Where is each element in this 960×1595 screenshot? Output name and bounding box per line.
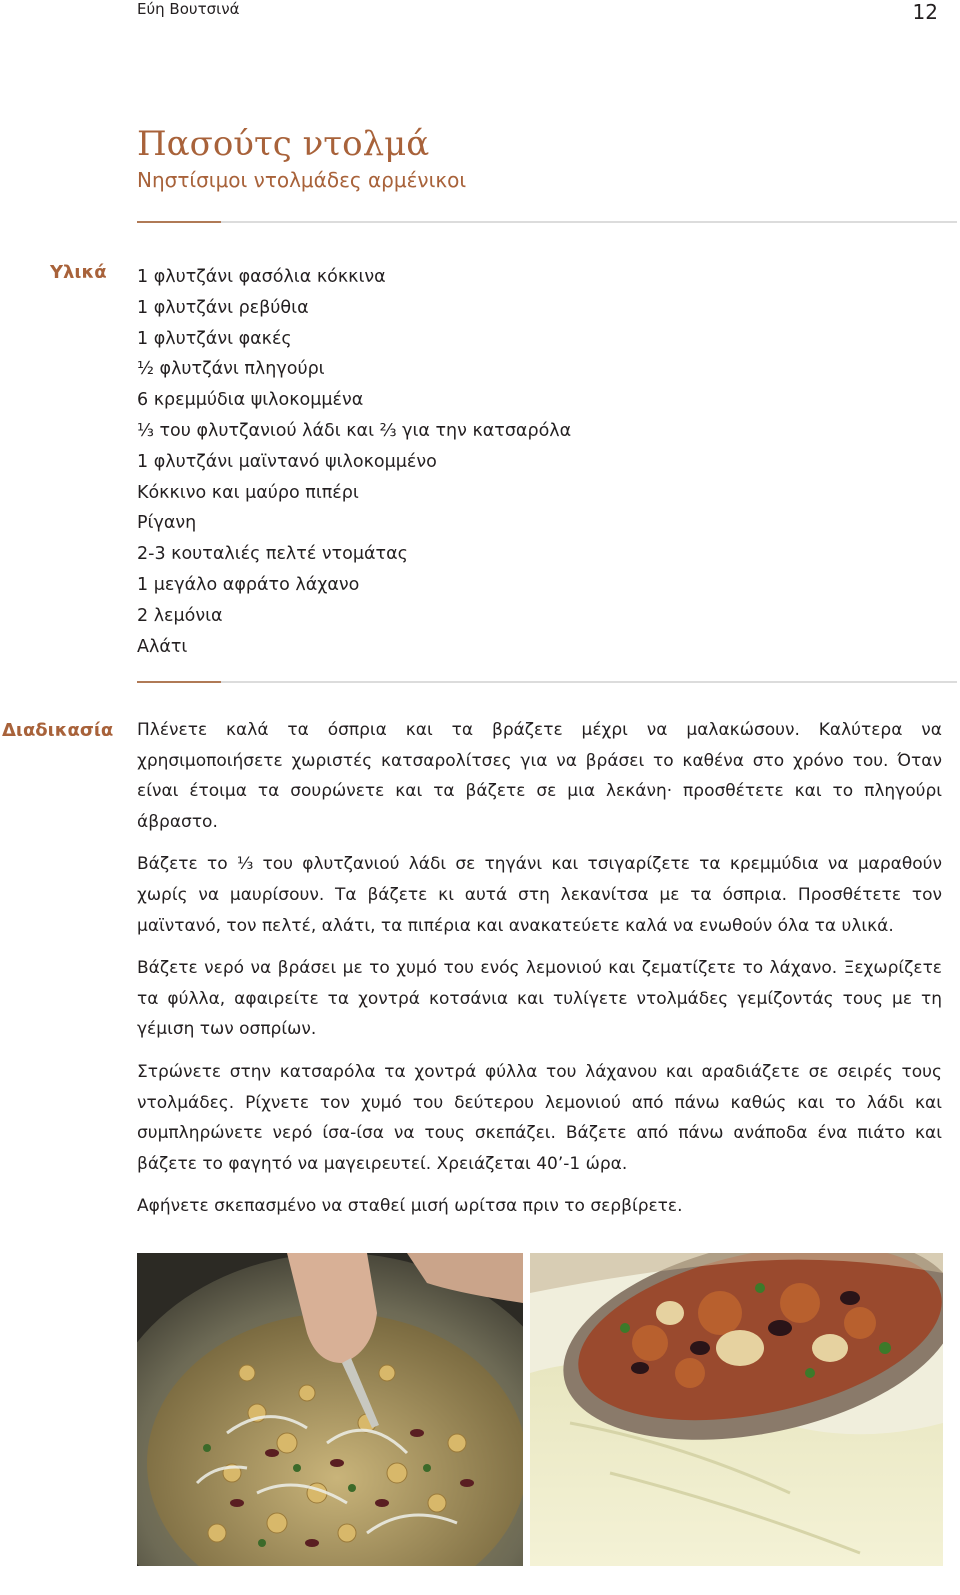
method-paragraph: Βάζετε το ⅓ του φλυτζανιού λάδι σε τηγάνι και τσιγαρίζετε τα κρεμμύδια να μαραθούν χωρίς να μαυρίσουν. Τα βάζετε κι αυτά στη λεκανίτσα με τα όσπρια. Προσθέτετε τον μαϊντανό, τον πελτέ, αλάτι, τα πιπέρια και ανακατεύετε καλά να ενωθούν όλα τα υλικά.: [137, 854, 942, 936]
method-label: Διαδικασία: [2, 720, 114, 741]
method-paragraph: Αφήνετε σκεπασμένο να σταθεί μισή ωρίτσα πριν το σερβίρετε.: [137, 1196, 683, 1217]
ingredient-item: 1 φλυτζάνι φακές: [137, 328, 292, 349]
divider-top: [137, 221, 957, 223]
ingredient-item: ⅓ του φλυτζανιού λάδι και ⅔ για την κατσαρόλα: [137, 420, 572, 441]
page-number: 12: [912, 0, 938, 24]
header-author: Εύη Βουτσινά: [137, 0, 240, 18]
ingredient-item: 2 λεμόνια: [137, 605, 223, 626]
photo-mixing-filling: [137, 1253, 523, 1566]
ingredient-item: 2-3 κουταλιές πελτέ ντομάτας: [137, 544, 408, 565]
ingredient-item: Αλάτι: [137, 636, 188, 657]
ingredient-item: 1 φλυτζάνι φασόλια κόκκινα: [137, 267, 386, 287]
ingredient-item: ½ φλυτζάνι πληγούρι: [137, 359, 325, 380]
divider-middle: [137, 681, 957, 683]
method-paragraph: Στρώνετε στην κατσαρόλα τα χοντρά φύλλα του λάχανου και αραδιάζετε σε σειρές τους ντολμάδες. Ρίχνετε τον χυμό του δεύτερου λεμονιού από πάνω καθώς και το λάδι και συμπληρώνετε νερό ίσα-ίσα να τους σκεπάζει. Βάζετε από πάνω ανάποδα ένα πιάτο και βάζετε το φαγητό να μαγειρευτεί. Χρειάζεται 40’-1 ώρα.: [137, 1061, 942, 1174]
ingredient-item: 6 κρεμμύδια ψιλοκομμένα: [137, 390, 364, 411]
recipe-title: Πασούτς ντολμά: [137, 124, 430, 164]
ingredients-list: [137, 262, 571, 662]
recipe-subtitle: Νηστίσιμοι ντολμάδες αρμένικοι: [137, 168, 467, 192]
method-paragraph: Βάζετε νερό να βράσει με το χυμό του ενός λεμονιού και ζεματίζετε το λάχανο. Ξεχωρίζετε τα φύλλα, αφαιρείτε τα χοντρά κοτσάνια και τυλίγετε ντολμάδες γεμίζοντάς τους με τη γέμιση των οσπρίων.: [137, 958, 942, 1040]
ingredient-item: Κόκκινο και μαύρο πιπέρι: [137, 482, 359, 503]
ingredient-item: 1 φλυτζάνι μαϊντανό ψιλοκομμένο: [137, 451, 437, 472]
ingredient-item: Ρίγανη: [137, 513, 197, 534]
photo-filling-on-cabbage: [530, 1253, 943, 1566]
ingredient-item: 1 φλυτζάνι ρεβύθια: [137, 297, 309, 318]
ingredients-label: Υλικά: [50, 262, 107, 283]
method-paragraph: Πλένετε καλά τα όσπρια και τα βράζετε μέχρι να μαλακώσουν. Καλύτερα να χρησιμοποιήσετε χωριστές κατσαρολίτσες για να βράσει το καθένα στο χρόνο του. Όταν είναι έτοιμα τα σουρώνετε και τα βάζετε σε μια λεκάνη· προσθέτετε και το πληγούρι άβραστο.: [137, 720, 942, 832]
method-text: [137, 715, 942, 1234]
ingredient-item: 1 μεγάλο αφράτο λάχανο: [137, 574, 360, 595]
